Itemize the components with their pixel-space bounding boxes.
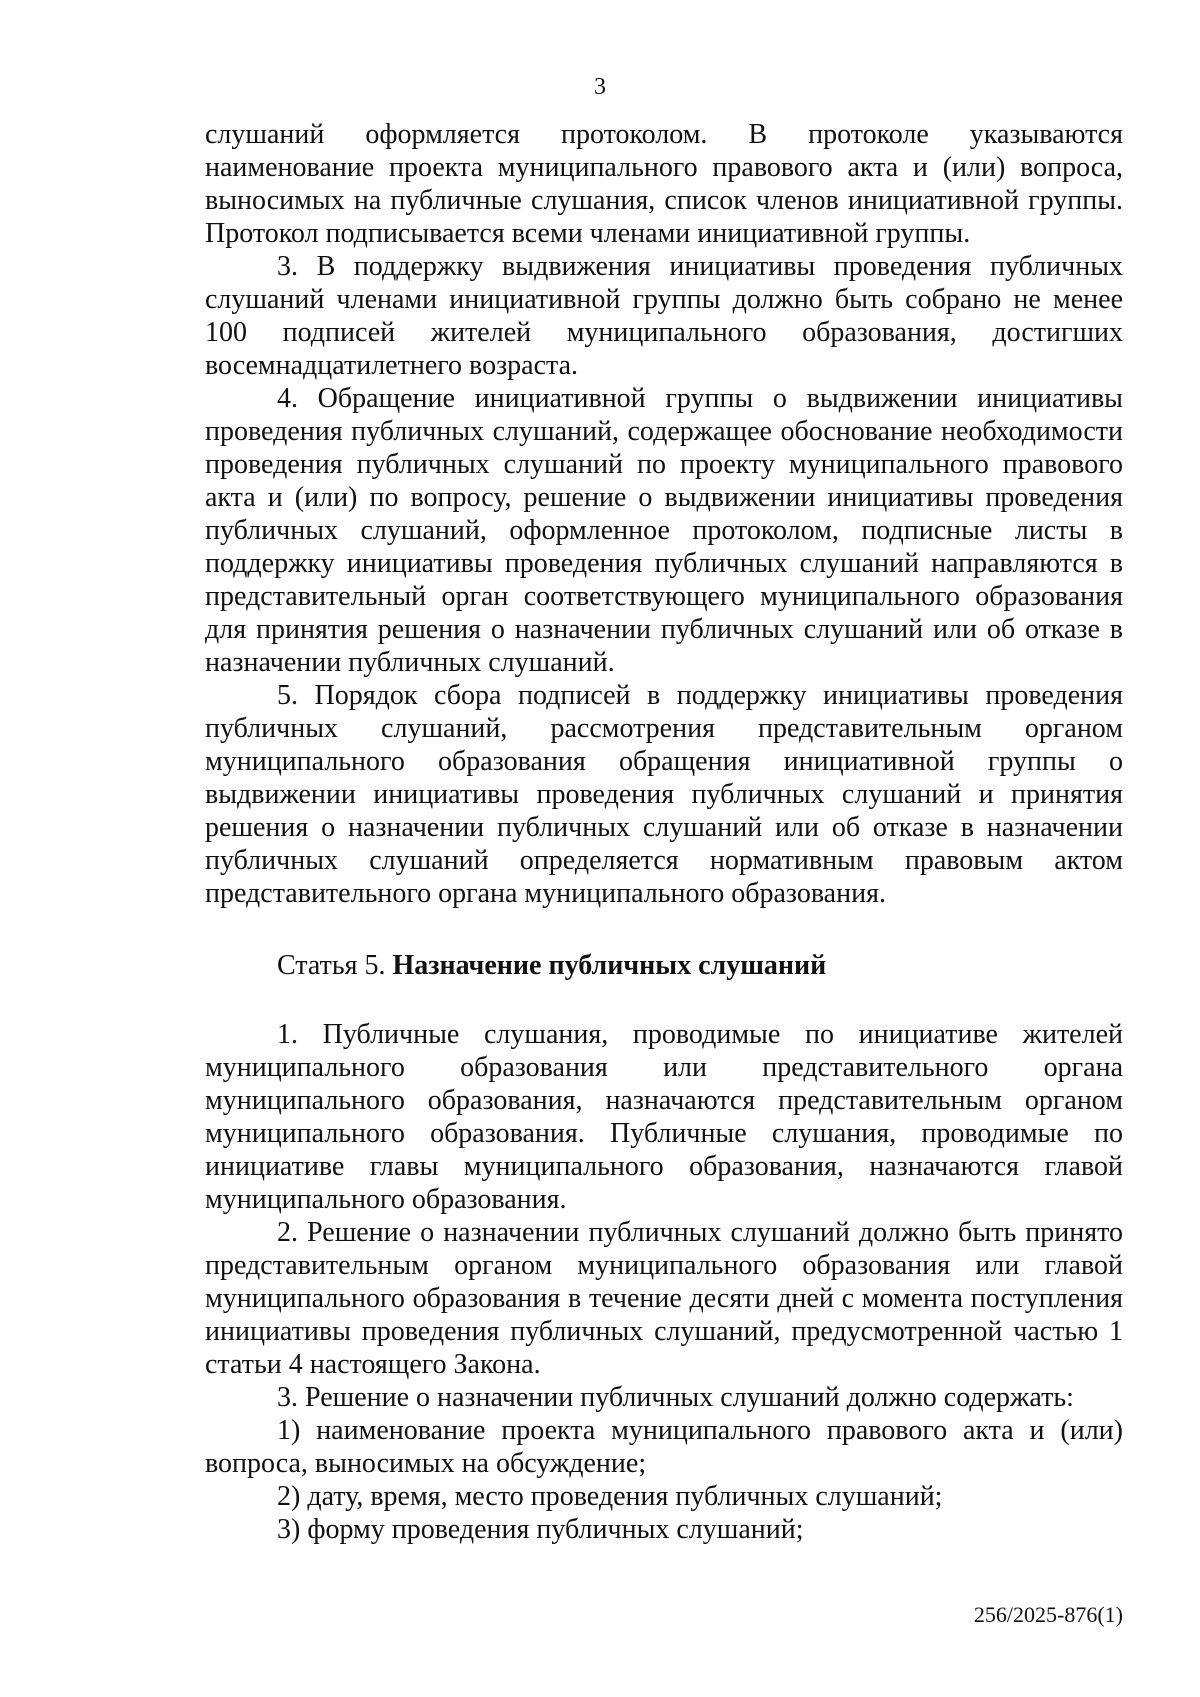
paragraph-4-4: 4. Обращение инициативной группы о выдвижении инициативы проведения публичных слушаний, содержащее обоснование необходимости проведения публичных слушаний по проекту муниципального правового акта и (или) по вопросу, решение о выдвижении инициативы проведения публичных слушаний, оформленное протоколом, подписные листы в поддержку инициативы проведения публичных слушаний направляются в представительный орган соответствующего муниципального образования для принятия решения о назначении публичных слушаний или об отказе в назначении публичных слушаний. <box>205 383 1123 678</box>
paragraph-4-3: 3. В поддержку выдвижения инициативы проведения публичных слушаний членами инициативной группы должно быть собрано не менее 100 подписей жителей муниципального образования, достигших восемнадцатилетнего возраста. <box>205 251 1123 381</box>
page-number: 3 <box>594 74 606 100</box>
article-prefix: Статья 5. <box>277 950 386 981</box>
document-code: 256/2025-876(1) <box>973 1602 1123 1627</box>
paragraph-5-3: 3. Решение о назначении публичных слушаний должно содержать: <box>277 1382 1074 1413</box>
document-body <box>205 118 1123 1546</box>
article-title: Назначение публичных слушаний <box>392 950 827 981</box>
list-item-2: 2) дату, время, место проведения публичных слушаний; <box>277 1481 943 1512</box>
paragraph-4-5: 5. Порядок сбора подписей в поддержку инициативы проведения публичных слушаний, рассмотрения представительным органом муниципального образования обращения инициативной группы о выдвижении инициативы проведения публичных слушаний и принятия решения о назначении публичных слушаний или об отказе в назначении публичных слушаний определяется нормативным правовым актом представительного органа муниципального образования. <box>205 680 1123 909</box>
list-item-1: 1) наименование проекта муниципального правового акта и (или) вопроса, выносимых на обсуждение; <box>205 1415 1123 1479</box>
paragraph-continuation: слушаний оформляется протоколом. В протоколе указываются наименование проекта муниципального правового акта и (или) вопроса, выносимых на публичные слушания, список членов инициативной группы. Протокол подписывается всеми членами инициативной группы. <box>205 119 1123 249</box>
paragraph-5-1: 1. Публичные слушания, проводимые по инициативе жителей муниципального образования или представительного органа муниципального образования, назначаются представительным органом муниципального образования. Публичные слушания, проводимые по инициативе главы муниципального образования, назначаются главой муниципального образования. <box>205 1019 1123 1215</box>
list-item-3: 3) форму проведения публичных слушаний; <box>277 1514 804 1545</box>
paragraph-5-2: 2. Решение о назначении публичных слушаний должно быть принято представительным органом муниципального образования или главой муниципального образования в течение десяти дней с момента поступления инициативы проведения публичных слушаний, предусмотренной частью 1 статьи 4 настоящего Закона. <box>205 1217 1123 1380</box>
article-heading <box>205 949 1123 982</box>
